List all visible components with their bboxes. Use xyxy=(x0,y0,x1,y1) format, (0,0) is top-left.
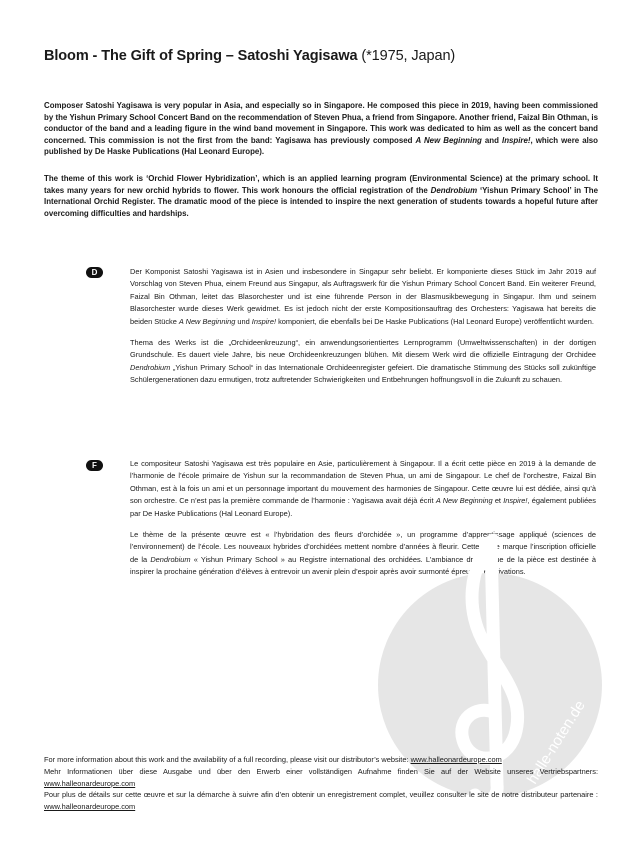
distributor-link-german[interactable]: www.halleonardeurope.com xyxy=(44,778,136,788)
page-title xyxy=(44,48,620,64)
distributor-link-english[interactable]: www.halleonardeurope.com xyxy=(410,755,502,764)
intro-paragraph-english-2: The theme of this work is ‘Orchid Flower Hybridization’, which is an applied learning program (Environmental Science) at the primary school. It takes many years for new orchid hybrids to flower. This work honours the official registration of the Dendrobium ‘Yishun Primary School’ in The International Orchid Register. The dramatic mood of the piece is intended to inspire the next generation of students towards a hopeful future after overcoming difficulties and hardships. xyxy=(44,174,598,218)
distributor-link-french[interactable]: www.halleonardeurope.com xyxy=(44,802,136,812)
title-main: Bloom - The Gift of Spring – Satoshi Yagisawa xyxy=(44,48,358,64)
french-paragraph-1: Le compositeur Satoshi Yagisawa est très populaire en Asie, particulièrement à Singapour. Il a écrit cette pièce en 2019 à la demande de l’harmonie de l’école primaire de Yishun sur la recommandation de Steven Phua, un ami de Singapour. Le chef de l’orchestre, Faizal Bin Othman, est à la fois un ami et un personnage important du mouvement des harmonies de Singapour. Cette œuvre lui est dédiée, ainsi qu’à son orchestre. Ce n’est pas la première commande de l’harmonie : Yagisawa avait déjà écrit A New Beginning et Inspire!, également publiées par De Haske Publications (Hal Leonard Europe). xyxy=(130,459,596,518)
footer xyxy=(44,754,598,813)
footer-english: For more information about this work and the availability of a full recording, please visit our distributor’s website: www.halleonardeurope.com xyxy=(44,755,502,764)
footer-german: Mehr Informationen über diese Ausgabe und über den Erwerb einer vollständigen Aufnahme finden Sie auf der Website unseres Vertriebspartners: www.halleonardeurope.com xyxy=(44,766,598,788)
language-badge-french: F xyxy=(86,460,103,471)
intro-paragraph-english-1: Composer Satoshi Yagisawa is very popular in Asia, and especially so in Singapore. He composed this piece in 2019, having been commissioned by the Yishun Primary School Concert Band on the recommendation of Steven Phua, a friend from Singapore. Another friend, Faizal Bin Othman, is conductor of the band and a leading figure in the wind band movement in Singapore. This work was dedicated to him as well as the concert band concerned. This commission is not the first from the band: Yagisawa has previously composed A New Beginning and Inspire!, which were also published by De Haske Publications (Hal Leonard Europe). xyxy=(44,101,598,157)
watermark-text: halle-noten.de xyxy=(523,697,589,788)
title-dates: (*1975, Japan) xyxy=(357,48,456,64)
french-paragraph-2: Le thème de la présente œuvre est « l’hybridation des fleurs d’orchidée », un programme d’apprentissage appliqué (sciences de l’environnement) de l’école. Les nouveaux hybrides d’orchidées mettent nombre d’années à fleurir. Cette pièce marque l’inscription officielle de la Dendrobium « Yishun Primary School » au Registre international des orchidées. L’ambiance dramatique de la pièce est destinée à inspirer la prochaine génération d’élèves à entrevoir un avenir plein d’espoir après avoir surmonté épreuves et privations. xyxy=(130,530,596,577)
german-paragraph-2: Thema des Werks ist die „Orchideenkreuzung“, ein anwendungsorientiertes Lernprogramm (Umweltwissenschaften) in der dortigen Grundschule. Es dauert viele Jahre, bis neue Orchideenkreuzungen blühen. Mit diesem Werk wird die offizielle Eintragung der Orchidee Dendrobium „Yishun Primary School“ in das Internationale Orchideenregister gefeiert. Die dramatische Stimmung des Stücks soll zukünftige Schülergenerationen dazu ermutigen, trotz auftretender Schwierigkeiten und Entbehrungen hoffnungsvoll in die Zukunft zu schauen. xyxy=(130,338,596,385)
german-section xyxy=(130,266,596,396)
language-badge-german: D xyxy=(86,267,103,278)
german-paragraph-1: Der Komponist Satoshi Yagisawa ist in Asien und insbesondere in Singapur sehr beliebt. Er komponierte dieses Stück im Jahr 2019 auf Vorschlag von Steven Phua, einem Freund aus Singapur, als Auftragswerk für die Yishun Primary School Concert Band. Ein weiterer Freund, Faizal Bin Othman, leitet das Blasorchester und ist eine führende Person in der Blasmusikbewegung in Singapur. Ihm und seinem Blasorchester wurde dieses Werk gewidmet. Es ist jedoch nicht der erste Kompositionsauftrag des Orchesters: Yagisawa hat bereits die beiden Stücke A New Beginning und Inspire! komponiert, die ebenfalls bei De Haske Publications (Hal Leonard Europe) veröffentlicht wurden. xyxy=(130,267,596,326)
footer-french: Pour plus de détails sur cette œuvre et sur la démarche à suivre afin d’en obtenir un enregistrement complet, veuillez consulter le site de notre distributeur partenaire : www.halleonardeurope.com xyxy=(44,790,598,812)
